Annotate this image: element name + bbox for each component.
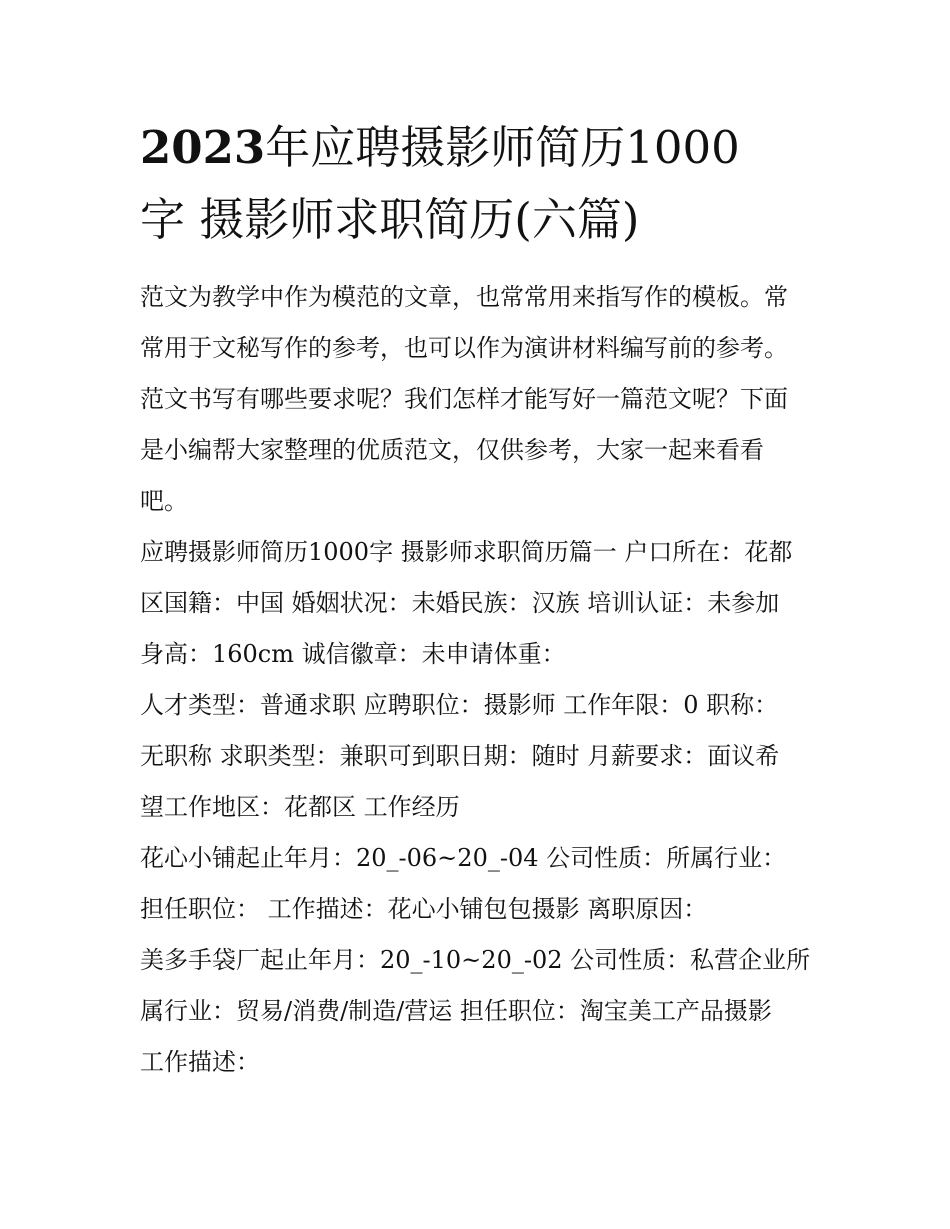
text-line: 美多手袋厂起止年月：20_-10~20_-02 公司性质：私营企业所	[140, 946, 811, 974]
text-line: 担任职位： 工作描述：花心小铺包包摄影 离职原因：	[140, 895, 708, 923]
text-line: 应聘摄影师简历1000字 摄影师求职简历篇一 户口所在：花都	[140, 538, 793, 566]
document-title	[140, 112, 820, 256]
text-line: 吧。	[140, 487, 188, 515]
text-line: 身高：160cm 诚信徽章：未申请体重：	[140, 640, 566, 668]
text-line: 属行业：贸易/消费/制造/营运 担任职位：淘宝美工产品摄影	[140, 997, 772, 1025]
experience-1-paragraph	[140, 833, 820, 935]
document-body	[140, 272, 820, 1088]
job-intent-paragraph	[140, 680, 820, 833]
intro-paragraph	[140, 272, 820, 527]
title-rest: 年应聘摄影师简历1000	[265, 121, 740, 174]
personal-info-paragraph	[140, 527, 820, 680]
text-line: 范文为教学中作为模范的文章，也常常用来指写作的模板。常	[140, 283, 788, 311]
title-year: 2023	[140, 121, 266, 174]
text-line: 范文书写有哪些要求呢？我们怎样才能写好一篇范文呢？下面	[140, 385, 788, 413]
experience-2-paragraph	[140, 935, 820, 1088]
document-page	[140, 112, 820, 1088]
text-line: 花心小铺起止年月：20_-06~20_-04 公司性质：所属行业：	[140, 844, 787, 872]
text-line: 区国籍：中国 婚姻状况：未婚民族：汉族 培训认证：未参加	[140, 589, 780, 617]
title-line-1	[140, 112, 820, 184]
text-line: 人才类型：普通求职 应聘职位：摄影师 工作年限：0 职称：	[140, 691, 779, 719]
title-line-2: 字 摄影师求职简历(六篇)	[140, 193, 640, 246]
text-line: 望工作地区：花都区 工作经历	[140, 793, 460, 821]
text-line: 工作描述：	[140, 1048, 260, 1076]
text-line: 常用于文秘写作的参考，也可以作为演讲材料编写前的参考。	[140, 334, 788, 362]
text-line: 无职称 求职类型：兼职可到职日期：随时 月薪要求：面议希	[140, 742, 780, 770]
text-line: 是小编帮大家整理的优质范文，仅供参考，大家一起来看看	[140, 436, 764, 464]
